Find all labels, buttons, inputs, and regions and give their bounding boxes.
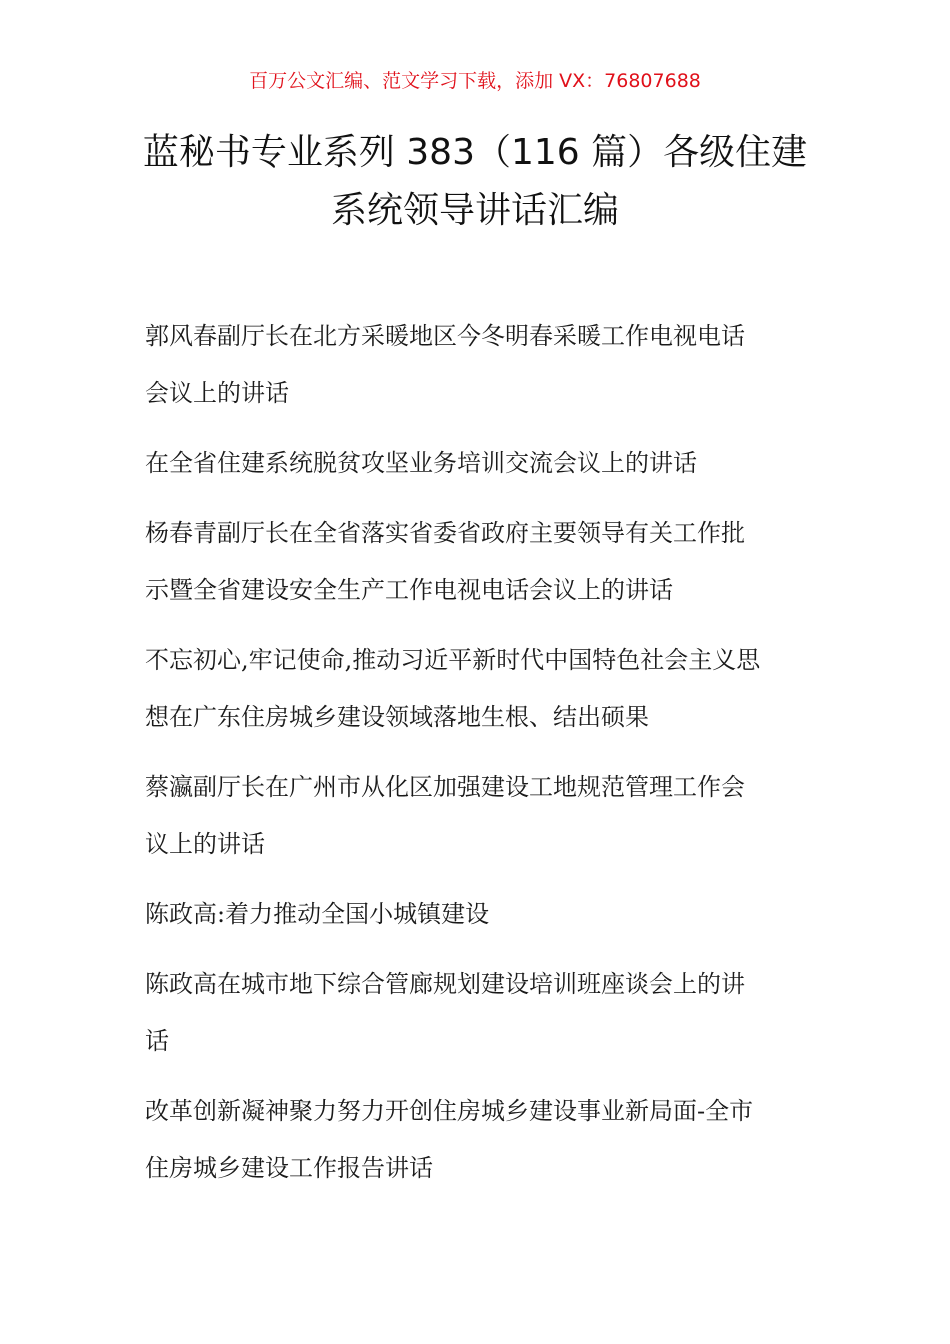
list-item-line: 郭风春副厅长在北方采暖地区今冬明春采暖工作电视电话	[145, 322, 745, 350]
list-item-line: 议上的讲话	[145, 830, 265, 858]
list-item-line: 话	[145, 1027, 169, 1055]
list-item	[145, 886, 805, 943]
list-item-line: 住房城乡建设工作报告讲话	[145, 1154, 433, 1182]
list-item-line: 陈政高在城市地下综合管廊规划建设培训班座谈会上的讲	[145, 970, 745, 998]
list-item	[145, 435, 805, 492]
title-line-1: 蓝秘书专业系列 383（116 篇）各级住建	[142, 132, 808, 173]
list-item-line: 想在广东住房城乡建设领域落地生根、结出硕果	[145, 703, 649, 731]
list-item-line: 会议上的讲话	[145, 379, 289, 407]
list-item	[145, 759, 805, 873]
list-item-line: 杨春青副厅长在全省落实省委省政府主要领导有关工作批	[145, 519, 745, 547]
list-item-line: 在全省住建系统脱贫攻坚业务培训交流会议上的讲话	[145, 449, 697, 477]
list-item	[145, 956, 805, 1070]
promo-banner: 百万公文汇编、范文学习下载，添加 VX：76807688	[249, 70, 701, 92]
list-item-line: 陈政高:着力推动全国小城镇建设	[145, 900, 490, 928]
list-item	[145, 632, 805, 746]
list-item-line: 改革创新凝神聚力努力开创住房城乡建设事业新局面-全市	[145, 1097, 754, 1125]
list-item-line: 示暨全省建设安全生产工作电视电话会议上的讲话	[145, 576, 673, 604]
document-title	[100, 124, 850, 240]
list-item-line: 不忘初心,牢记使命,推动习近平新时代中国特色社会主义思	[145, 646, 761, 674]
list-item-line: 蔡瀛副厅长在广州市从化区加强建设工地规范管理工作会	[145, 773, 745, 801]
title-line-2: 系统领导讲话汇编	[330, 190, 619, 231]
list-item	[145, 308, 805, 422]
list-item	[145, 1083, 805, 1197]
list-item	[145, 505, 805, 619]
speech-list	[145, 308, 805, 1210]
